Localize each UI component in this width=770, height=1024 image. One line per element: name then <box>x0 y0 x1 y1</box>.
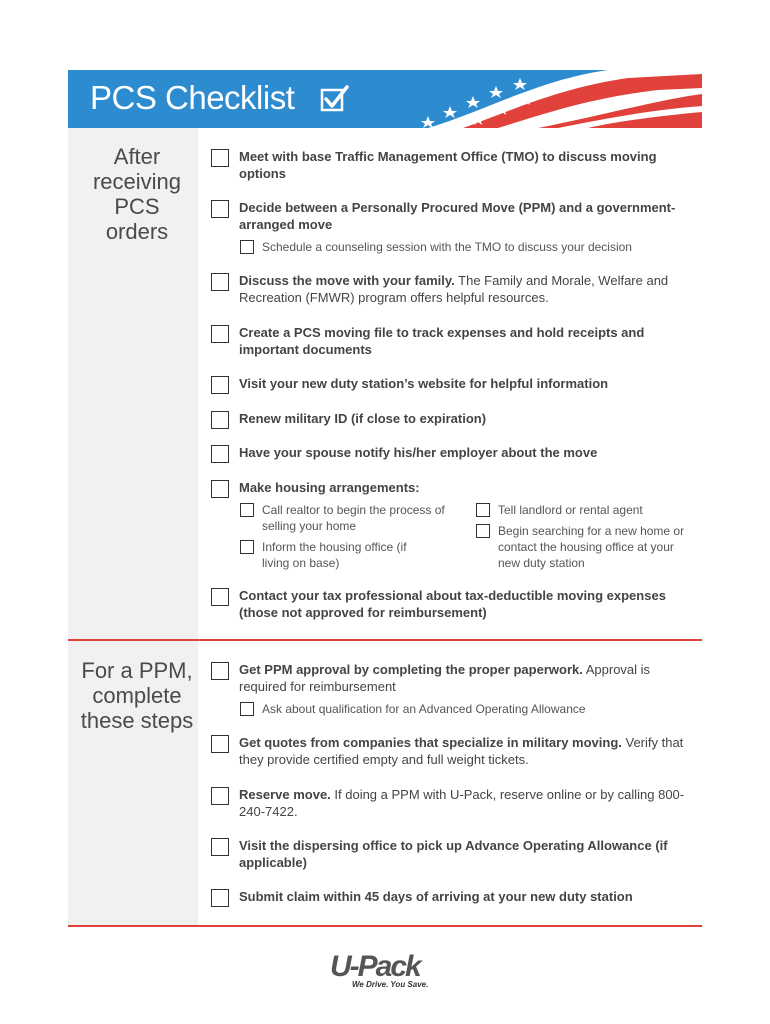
section-1-label-line: orders <box>105 219 169 244</box>
section-2-label <box>68 658 206 733</box>
item-title: Reserve move. <box>239 787 331 802</box>
checkbox[interactable] <box>211 889 229 907</box>
checked-box-icon <box>320 84 350 114</box>
item-description: If doing a PPM with U-Pack, reserve online or by calling 800-240-7422. <box>239 787 685 819</box>
item-title: Decide between a Personally Procured Move (PPM) and a government-arranged move <box>239 200 676 232</box>
item-title: Renew military ID (if close to expiration) <box>239 411 487 426</box>
bottom-divider <box>68 925 702 927</box>
sub-item-text: Call realtor to begin the process of selling your home <box>262 503 445 533</box>
sub-item-text: Tell landlord or rental agent <box>498 503 643 517</box>
section-2-label-line: complete <box>92 683 182 708</box>
sub-item-text: Inform the housing office (if living on base) <box>262 540 407 570</box>
checkbox[interactable] <box>211 200 229 218</box>
sub-checkbox[interactable] <box>240 540 254 554</box>
sub-checkbox[interactable] <box>476 503 490 517</box>
section-2-label-line: For a PPM, <box>81 658 193 683</box>
item-title: Get PPM approval by completing the proper paperwork. <box>239 662 583 677</box>
checkbox[interactable] <box>211 376 229 394</box>
item-title: Create a PCS moving file to track expenses and hold receipts and important documents <box>239 325 645 357</box>
section-1-label-line: receiving <box>92 169 182 194</box>
item-title: Visit the dispersing office to pick up Advance Operating Allowance (if applicable) <box>239 838 668 870</box>
item-description: Verify that they provide certified empty and full weight tickets. <box>239 735 684 767</box>
sub-checkbox[interactable] <box>240 240 254 254</box>
checkbox[interactable] <box>211 735 229 753</box>
checkbox[interactable] <box>211 149 229 167</box>
item-title: Discuss the move with your family. <box>239 273 455 288</box>
sub-checkbox[interactable] <box>240 702 254 716</box>
section-divider <box>68 639 702 641</box>
checkbox[interactable] <box>211 325 229 343</box>
item-title: Submit claim within 45 days of arriving at your new duty station <box>239 889 633 904</box>
checkbox[interactable] <box>211 838 229 856</box>
checkbox[interactable] <box>211 445 229 463</box>
item-description: The Family and Morale, Welfare and Recreation (FMWR) program offers helpful resources. <box>239 273 669 305</box>
upack-logo <box>330 950 440 992</box>
logo-tagline: We Drive. You Save. <box>352 980 429 989</box>
page-title: PCS Checklist <box>90 79 295 116</box>
item-title: Have your spouse notify his/her employer about the move <box>239 445 598 460</box>
logo-wordmark: U-Pack <box>330 950 420 983</box>
section-1-label <box>68 144 206 244</box>
section-2-label-line: these steps <box>80 708 194 733</box>
sub-item-text: Ask about qualification for an Advanced Operating Allowance <box>262 702 586 716</box>
header-banner <box>68 70 702 128</box>
checkbox[interactable] <box>211 588 229 606</box>
sub-checkbox[interactable] <box>240 503 254 517</box>
sub-checkbox[interactable] <box>476 524 490 538</box>
sub-item-text: Begin searching for a new home or contact the housing office at your new duty station <box>498 524 685 570</box>
item-title: Make housing arrangements: <box>239 480 420 495</box>
item-title: Contact your tax professional about tax-deductible moving expenses (those not approved for reimbursement) <box>239 588 666 620</box>
section-1-label-line: After <box>113 144 161 169</box>
item-description: Approval is required for reimbursement <box>239 662 651 694</box>
item-title: Meet with base Traffic Management Office (TMO) to discuss moving options <box>239 149 657 181</box>
item-title: Get quotes from companies that specialize in military moving. <box>239 735 622 750</box>
checkbox[interactable] <box>211 662 229 680</box>
checkbox[interactable] <box>211 273 229 291</box>
sub-item-text: Schedule a counseling session with the TMO to discuss your decision <box>262 240 632 254</box>
checkbox[interactable] <box>211 411 229 429</box>
section-1-label-line: PCS <box>114 194 160 219</box>
item-title: Visit your new duty station’s website for helpful information <box>239 376 609 391</box>
checkbox[interactable] <box>211 480 229 498</box>
checkbox[interactable] <box>211 787 229 805</box>
